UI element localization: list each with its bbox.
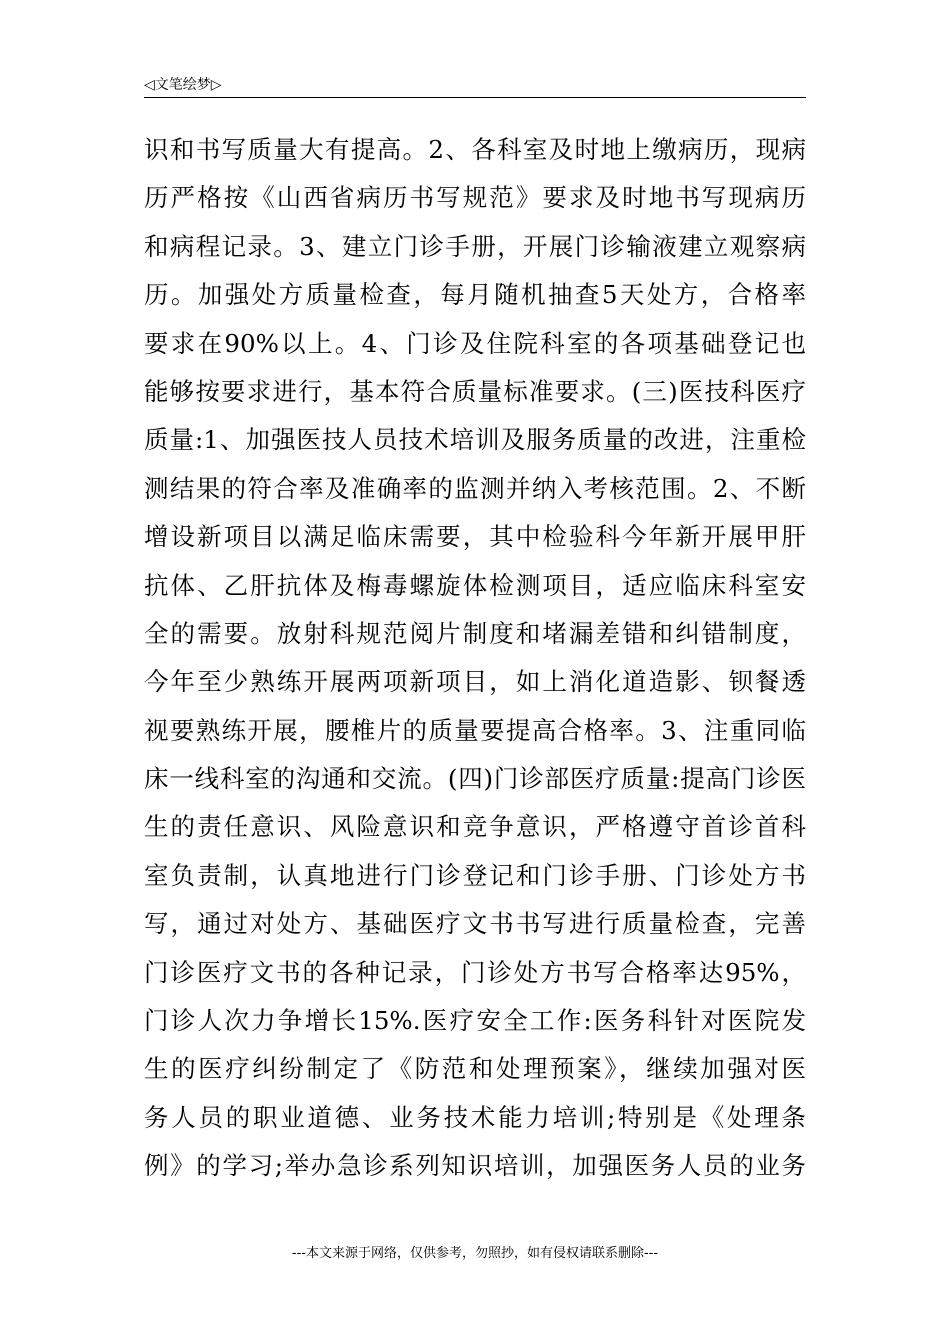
page-footer: ---本文来源于网络，仅供参考，勿照抄，如有侵权请联系删除---: [291, 1246, 659, 1261]
text-line: 门诊人次力争增长15%.医疗安全工作:医务科针对医院发: [144, 1006, 806, 1036]
text-line: 历。加强处方质量检查，每月随机抽查5天处方，合格率: [144, 280, 806, 310]
body-text: [144, 126, 806, 1191]
text-line: 历严格按《山西省病历书写规范》要求及时地书写现病历: [144, 183, 806, 213]
text-line: 质量:1、加强医技人员技术培训及服务质量的改进，注重检: [144, 425, 806, 455]
page-header: ◁文笔绘梦▷: [144, 77, 222, 93]
text-line: 测结果的符合率及准确率的监测并纳入考核范围。2、不断: [144, 473, 806, 503]
text-line: 识和书写质量大有提高。2、各科室及时地上缴病历，现病: [144, 135, 806, 164]
text-line: 增设新项目以满足临床需要，其中检验科今年新开展甲肝: [144, 522, 806, 552]
text-line: 视要熟练开展，腰椎片的质量要提高合格率。3、注重同临: [144, 715, 806, 745]
text-line: 抗体、乙肝抗体及梅毒螺旋体检测项目，适应临床科室安: [144, 570, 806, 600]
text-line: 生的责任意识、风险意识和竞争意识，严格遵守首诊首科: [144, 812, 806, 842]
text-line: 室负责制，认真地进行门诊登记和门诊手册、门诊处方书: [144, 860, 806, 890]
text-line: 能够按要求进行，基本符合质量标准要求。(三)医技科医疗: [144, 376, 806, 406]
text-line: 床一线科室的沟通和交流。(四)门诊部医疗质量:提高门诊医: [144, 764, 806, 794]
text-line: 全的需要。放射科规范阅片制度和堵漏差错和纠错制度，: [144, 618, 806, 648]
header-divider: [144, 97, 806, 98]
text-line: 和病程记录。3、建立门诊手册，开展门诊输液建立观察病: [144, 231, 806, 261]
text-line: 今年至少熟练开展两项新项目，如上消化道造影、钡餐透: [144, 667, 806, 697]
text-line: 务人员的职业道德、业务技术能力培训;特别是《处理条: [144, 1102, 806, 1132]
text-line: 生的医疗纠纷制定了《防范和处理预案》，继续加强对医: [144, 1054, 806, 1084]
text-line: 门诊医疗文书的各种记录，门诊处方书写合格率达95%，: [144, 957, 806, 987]
text-line: 要求在90%以上。4、门诊及住院科室的各项基础登记也: [144, 328, 806, 358]
text-line: 写，通过对处方、基础医疗文书书写进行质量检查，完善: [144, 909, 806, 939]
text-line: 例》的学习;举办急诊系列知识培训，加强医务人员的业务: [144, 1151, 806, 1181]
